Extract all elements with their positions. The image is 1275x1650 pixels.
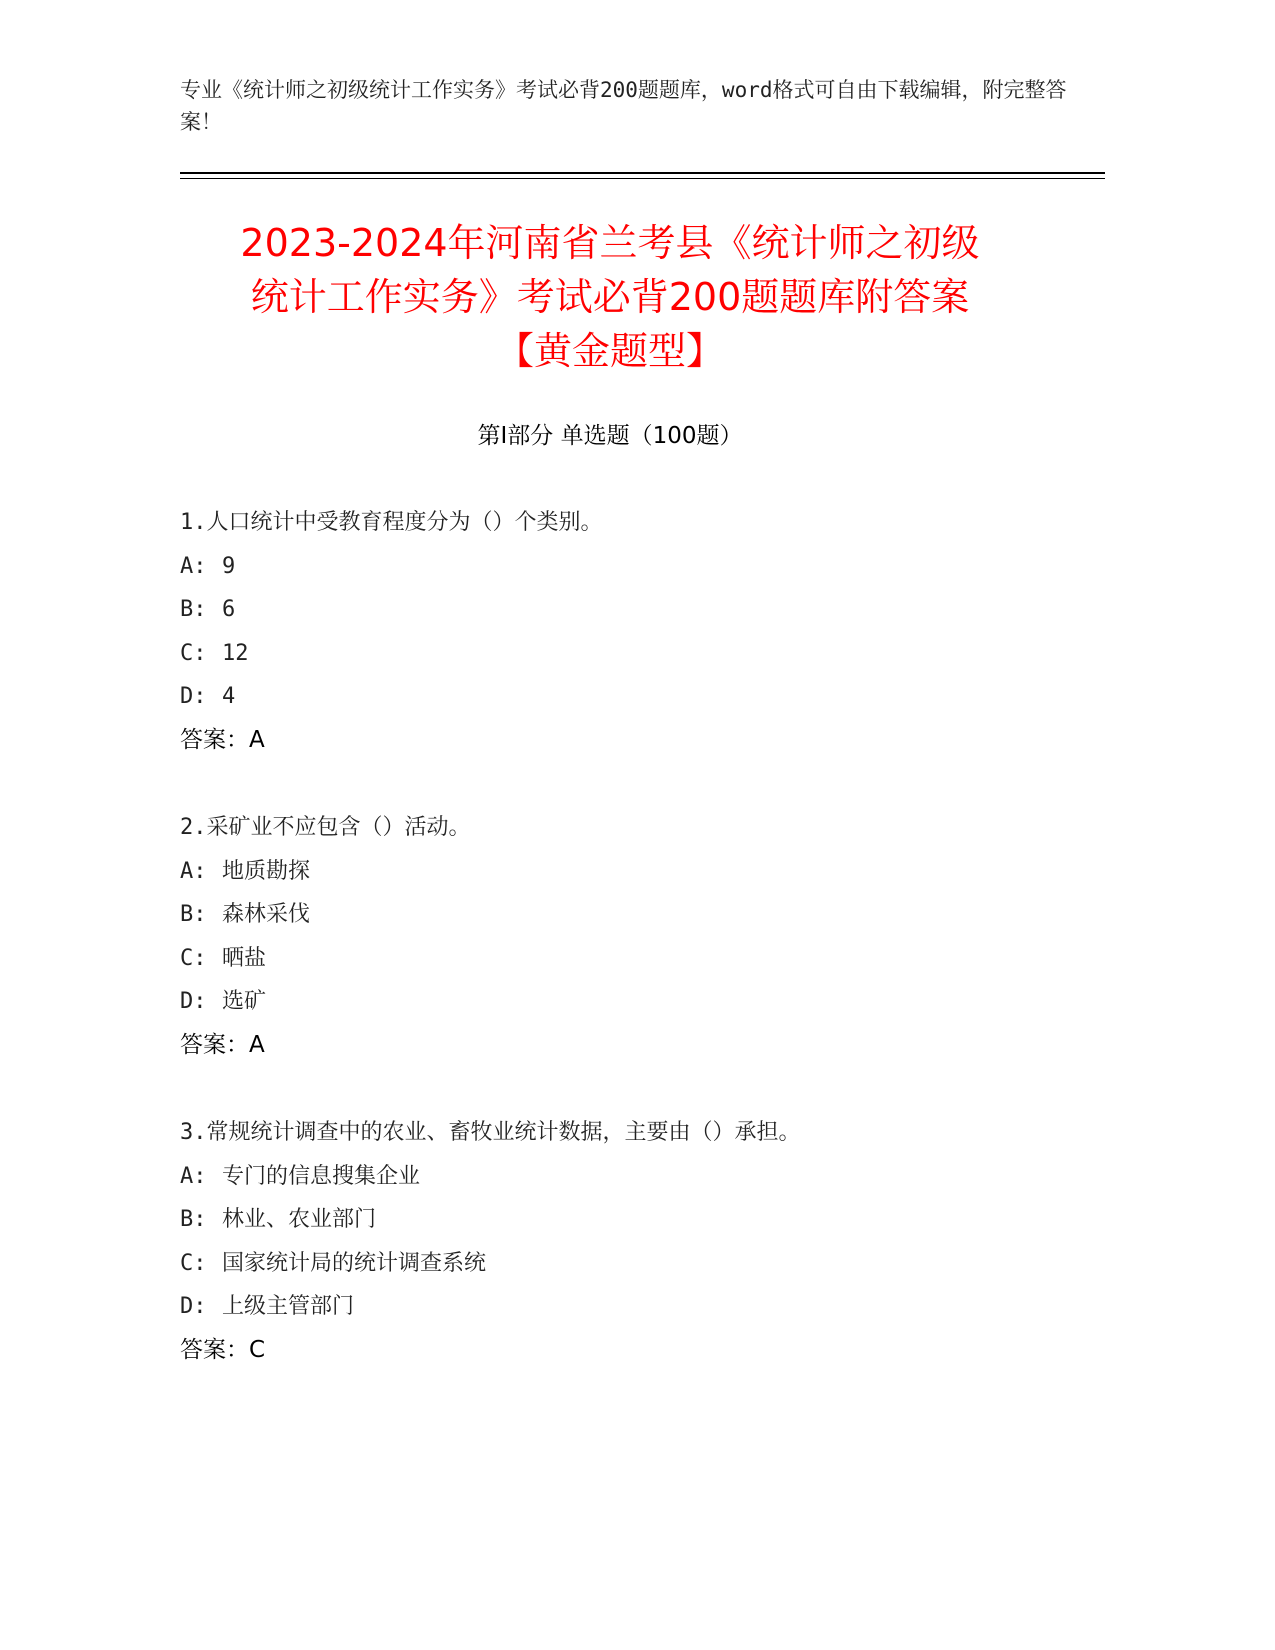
title-line-2: 统计工作实务》考试必背200题题库附答案 [250, 275, 970, 319]
option-d [180, 980, 1080, 1024]
option-c [180, 937, 1080, 981]
title-line-3: 【黄金题型】 [495, 329, 724, 373]
option-text: 地质勘探 [222, 858, 311, 884]
option-c [180, 632, 1080, 676]
option-text: 4 [222, 684, 236, 709]
question-stem: 2.采矿业不应包含（）活动。 [180, 815, 471, 840]
header-note: 专业《统计师之初级统计工作实务》考试必背200题题库，word格式可自由下载编辑，附完整答案！ [180, 78, 1067, 134]
header-divider-thin [180, 178, 1105, 179]
question-2 [180, 806, 1080, 1067]
answer-label: 答案： [180, 1031, 249, 1058]
answer-line [180, 1329, 1080, 1373]
option-d [180, 1285, 1080, 1329]
answer-value: A [249, 1031, 265, 1058]
title-line-1: 2023-2024年河南省兰考县《统计师之初级 [240, 221, 980, 265]
option-letter: A: [180, 858, 207, 884]
option-d [180, 675, 1080, 719]
option-letter: B: [180, 597, 207, 622]
answer-value: A [249, 726, 265, 753]
option-letter: C: [180, 1250, 207, 1276]
option-text: 6 [222, 597, 236, 622]
option-text: 晒盐 [222, 945, 267, 971]
option-text: 国家统计局的统计调查系统 [222, 1250, 487, 1276]
option-b [180, 1198, 1080, 1242]
section-heading: 第Ⅰ部分 单选题（100题） [477, 423, 743, 449]
answer-line [180, 719, 1080, 763]
question-stem: 3.常规统计调查中的农业、畜牧业统计数据，主要由（）承担。 [180, 1120, 801, 1145]
option-letter: C: [180, 640, 207, 666]
option-a [180, 1155, 1080, 1199]
option-b [180, 893, 1080, 937]
option-text: 森林采伐 [222, 902, 311, 927]
option-letter: B: [180, 1207, 207, 1232]
option-a [180, 850, 1080, 894]
answer-label: 答案： [180, 1336, 249, 1363]
option-letter: D: [180, 989, 207, 1014]
option-letter: D: [180, 1294, 207, 1319]
answer-line [180, 1024, 1080, 1068]
header-divider-thick [180, 172, 1105, 174]
option-letter: C: [180, 945, 207, 971]
answer-label: 答案： [180, 726, 249, 753]
document-title [180, 216, 1040, 378]
question-stem: 1.人口统计中受教育程度分为（）个类别。 [180, 510, 603, 535]
option-text: 选矿 [222, 989, 267, 1014]
question-1 [180, 501, 1080, 762]
answer-value: C [249, 1336, 266, 1363]
option-text: 12 [222, 640, 249, 666]
option-text: 林业、农业部门 [222, 1207, 377, 1232]
option-letter: A: [180, 553, 207, 579]
question-3 [180, 1111, 1080, 1372]
option-text: 专门的信息搜集企业 [222, 1163, 421, 1189]
option-c [180, 1242, 1080, 1286]
option-letter: A: [180, 1163, 207, 1189]
option-letter: D: [180, 684, 207, 709]
option-letter: B: [180, 902, 207, 927]
option-text: 9 [222, 553, 236, 579]
option-text: 上级主管部门 [222, 1294, 355, 1319]
option-b [180, 588, 1080, 632]
option-a [180, 545, 1080, 589]
